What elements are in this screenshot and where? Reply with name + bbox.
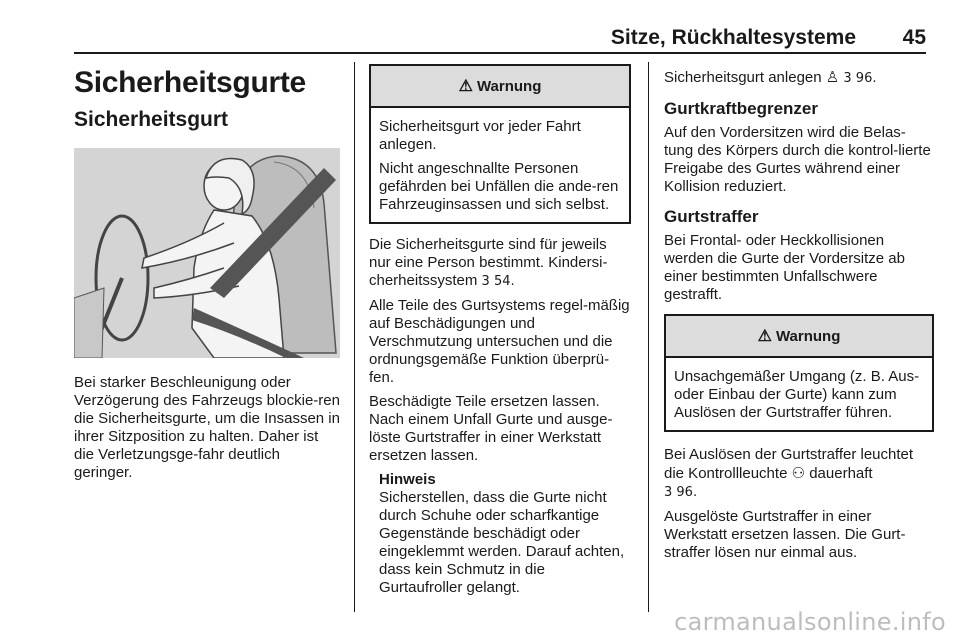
paragraph-text: Bei Auslösen der Gurtstraffer leuchtet die Kontrollleuchte [664, 446, 914, 482]
page-header [74, 0, 926, 54]
paragraph-text: Sicherheitsgurt anlegen [664, 69, 822, 86]
warning-body [371, 108, 629, 222]
warning-text: Nicht angeschnallte Personen gefährden bei Unfällen die ande-ren Fahrzeuginsassen und sich selbst. [379, 160, 619, 213]
paragraph: Ausgelöste Gurtstraffer in einer Werkstatt ersetzen lassen. Die Gurt-straffer lösen nur einmal aus. [664, 508, 906, 561]
paragraph [664, 68, 934, 88]
note-title: Hinweis [379, 471, 436, 488]
paragraph: Bei Frontal- oder Heckkollisionen werden die Gurte der Vordersitze ab einer bestimmten Unfallschwere gestrafft. [664, 232, 905, 303]
paragraph: Beschädigte Teile ersetzen lassen. Nach einem Unfall Gurte und ausge-löste Gurtstraffer in einer Werkstatt ersetzen lassen. [369, 393, 613, 464]
warning-header [371, 66, 629, 108]
note-box [369, 471, 631, 597]
warning-triangle-icon: ⚠ [757, 328, 772, 345]
column-1 [74, 52, 340, 488]
paragraph [369, 236, 631, 291]
chapter-title: Sitze, Rückhaltesysteme [610, 26, 856, 49]
warning-text: Unsachgemäßer Umgang (z. B. Aus- oder Einbau der Gurte) kann zum Auslösen der Gurtstraffer führen. [674, 368, 920, 421]
column-divider-2 [648, 62, 649, 612]
warning-triangle-icon: ⚠ [458, 78, 473, 95]
subsection-heading: Sicherheitsgurt [74, 108, 229, 131]
paragraph: Auf den Vordersitzen wird die Belas-tung des Körpers durch die kontrol-lierte Freigabe des Gurtes während einer Kollision reduziert. [664, 124, 931, 195]
warning-body [666, 358, 932, 430]
note-text: Sicherstellen, dass die Gurte nicht durch Schuhe oder scharfkantige Gegenstände beschädigt oder eingeklemmt werden. Darauf achten, dass kein Schmutz in die Gurtaufroller gelangt. [379, 489, 625, 596]
warning-title: Warnung [476, 77, 542, 95]
seatbelt-illustration [74, 148, 340, 358]
warning-box [369, 64, 631, 224]
paragraph-text: Die Sicherheitsgurte sind für jeweils nur eine Person bestimmt. Kindersi-cherheitssystem [369, 236, 608, 289]
paragraph [664, 446, 934, 502]
reference-link[interactable]: 3 54. [481, 274, 515, 289]
column-2 [369, 52, 631, 603]
paragraph: Bei starker Beschleunigung oder Verzögerung des Fahrzeugs blockie-ren die Sicherheitsgurte, um die Insassen in ihrer Sitzposition zu halten. Daher ist die Verletzungsge-fahr deutlich geringer. [74, 374, 340, 481]
warning-box [664, 314, 934, 432]
paragraph-text: dauerhaft [809, 465, 873, 482]
column-3 [664, 52, 934, 568]
column-divider-1 [354, 62, 355, 612]
reference-link[interactable]: 3 96. [664, 485, 698, 500]
warning-title: Warnung [775, 327, 841, 345]
seatbelt-person-icon: ♙ [825, 68, 840, 86]
reference-link[interactable]: 3 96. [843, 71, 877, 86]
airbag-warning-icon: ⚇ [791, 464, 806, 482]
subheading: Gurtstraffer [664, 207, 759, 226]
warning-text: Sicherheitsgurt vor jeder Fahrt anlegen. [379, 118, 581, 153]
page-number: 45 [902, 26, 926, 49]
paragraph: Alle Teile des Gurtsystems regel-mäßig auf Beschädigungen und Verschmutzung untersuchen und die ordnungsgemäße Funktion überprü-fen. [369, 297, 630, 386]
warning-header [666, 316, 932, 358]
watermark: carmanualsonline.info [674, 608, 946, 636]
subheading: Gurtkraftbegrenzer [664, 99, 818, 118]
section-heading: Sicherheitsgurte [74, 66, 306, 99]
